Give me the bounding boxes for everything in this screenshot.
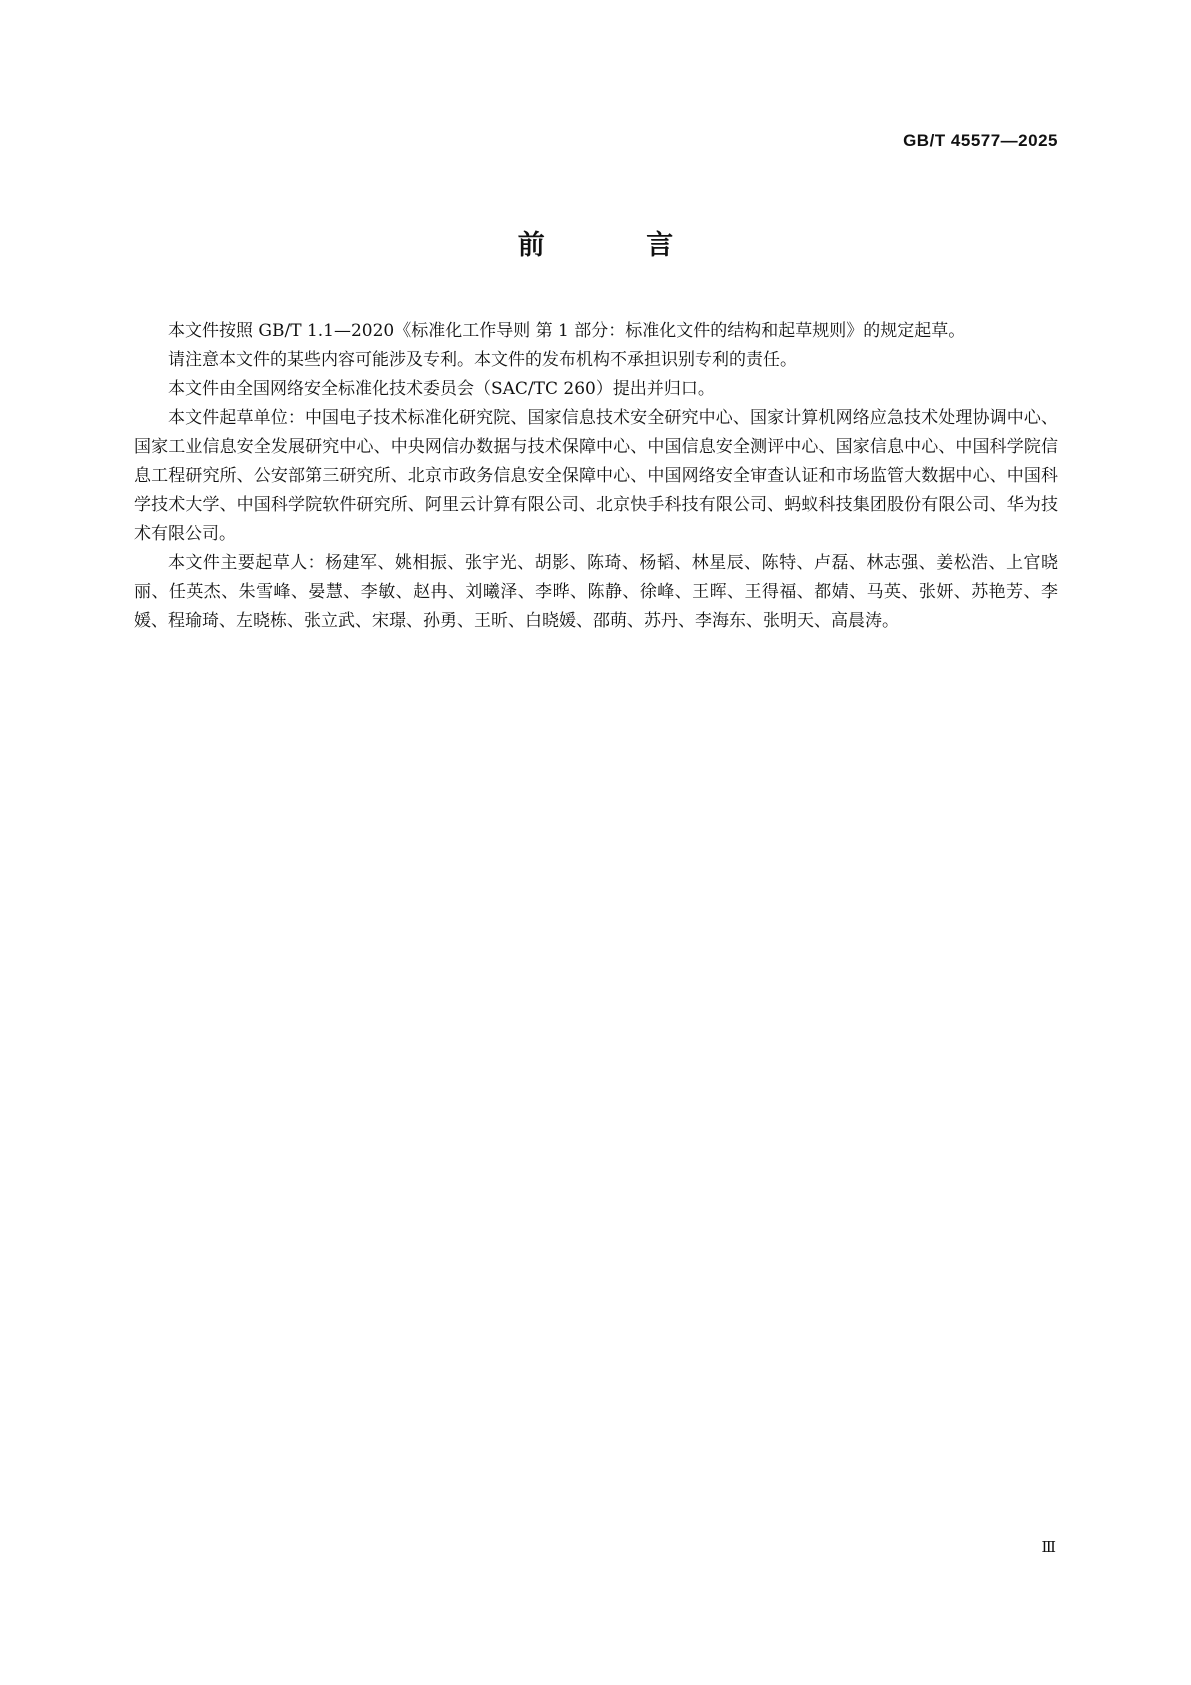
standard-code: GB/T 45577—2025 <box>903 131 1058 150</box>
foreword-body <box>134 317 1058 636</box>
paragraph-patent-notice: 请注意本文件的某些内容可能涉及专利。本文件的发布机构不承担识别专利的责任。 <box>168 350 797 370</box>
page-number: Ⅲ <box>1041 1540 1056 1556</box>
paragraph-proposer: 本文件由全国网络安全标准化技术委员会（SAC/TC 260）提出并归口。 <box>168 379 715 399</box>
page-title: 前 言 <box>517 230 720 261</box>
paragraph-drafting-rules: 本文件按照 GB/T 1.1—2020《标准化工作导则 第 1 部分：标准化文件的结构和起草规则》的规定起草。 <box>168 321 966 341</box>
paragraph-drafting-organizations: 本文件起草单位：中国电子技术标准化研究院、国家信息技术安全研究中心、国家计算机网络应急技术处理协调中心、国家工业信息安全发展研究中心、中央网信办数据与技术保障中心、中国信息安全测评中心、国家信息中心、中国科学院信息工程研究所、公安部第三研究所、北京市政务信息安全保障中心、中国网络安全审查认证和市场监管大数据中心、中国科学技术大学、中国科学院软件研究所、阿里云计算有限公司、北京快手科技有限公司、蚂蚁科技集团股份有限公司、华为技术有限公司。 <box>134 408 1058 544</box>
paragraph-drafters: 本文件主要起草人：杨建军、姚相振、张宇光、胡影、陈琦、杨韬、林星辰、陈特、卢磊、林志强、姜松浩、上官晓丽、任英杰、朱雪峰、晏慧、李敏、赵冉、刘曦泽、李晔、陈静、徐峰、王晖、王得福、都婧、马英、张妍、苏艳芳、李媛、程瑜琦、左晓栋、张立武、宋璟、孙勇、王昕、白晓媛、邵萌、苏丹、李海东、张明天、高晨涛。 <box>134 553 1058 631</box>
